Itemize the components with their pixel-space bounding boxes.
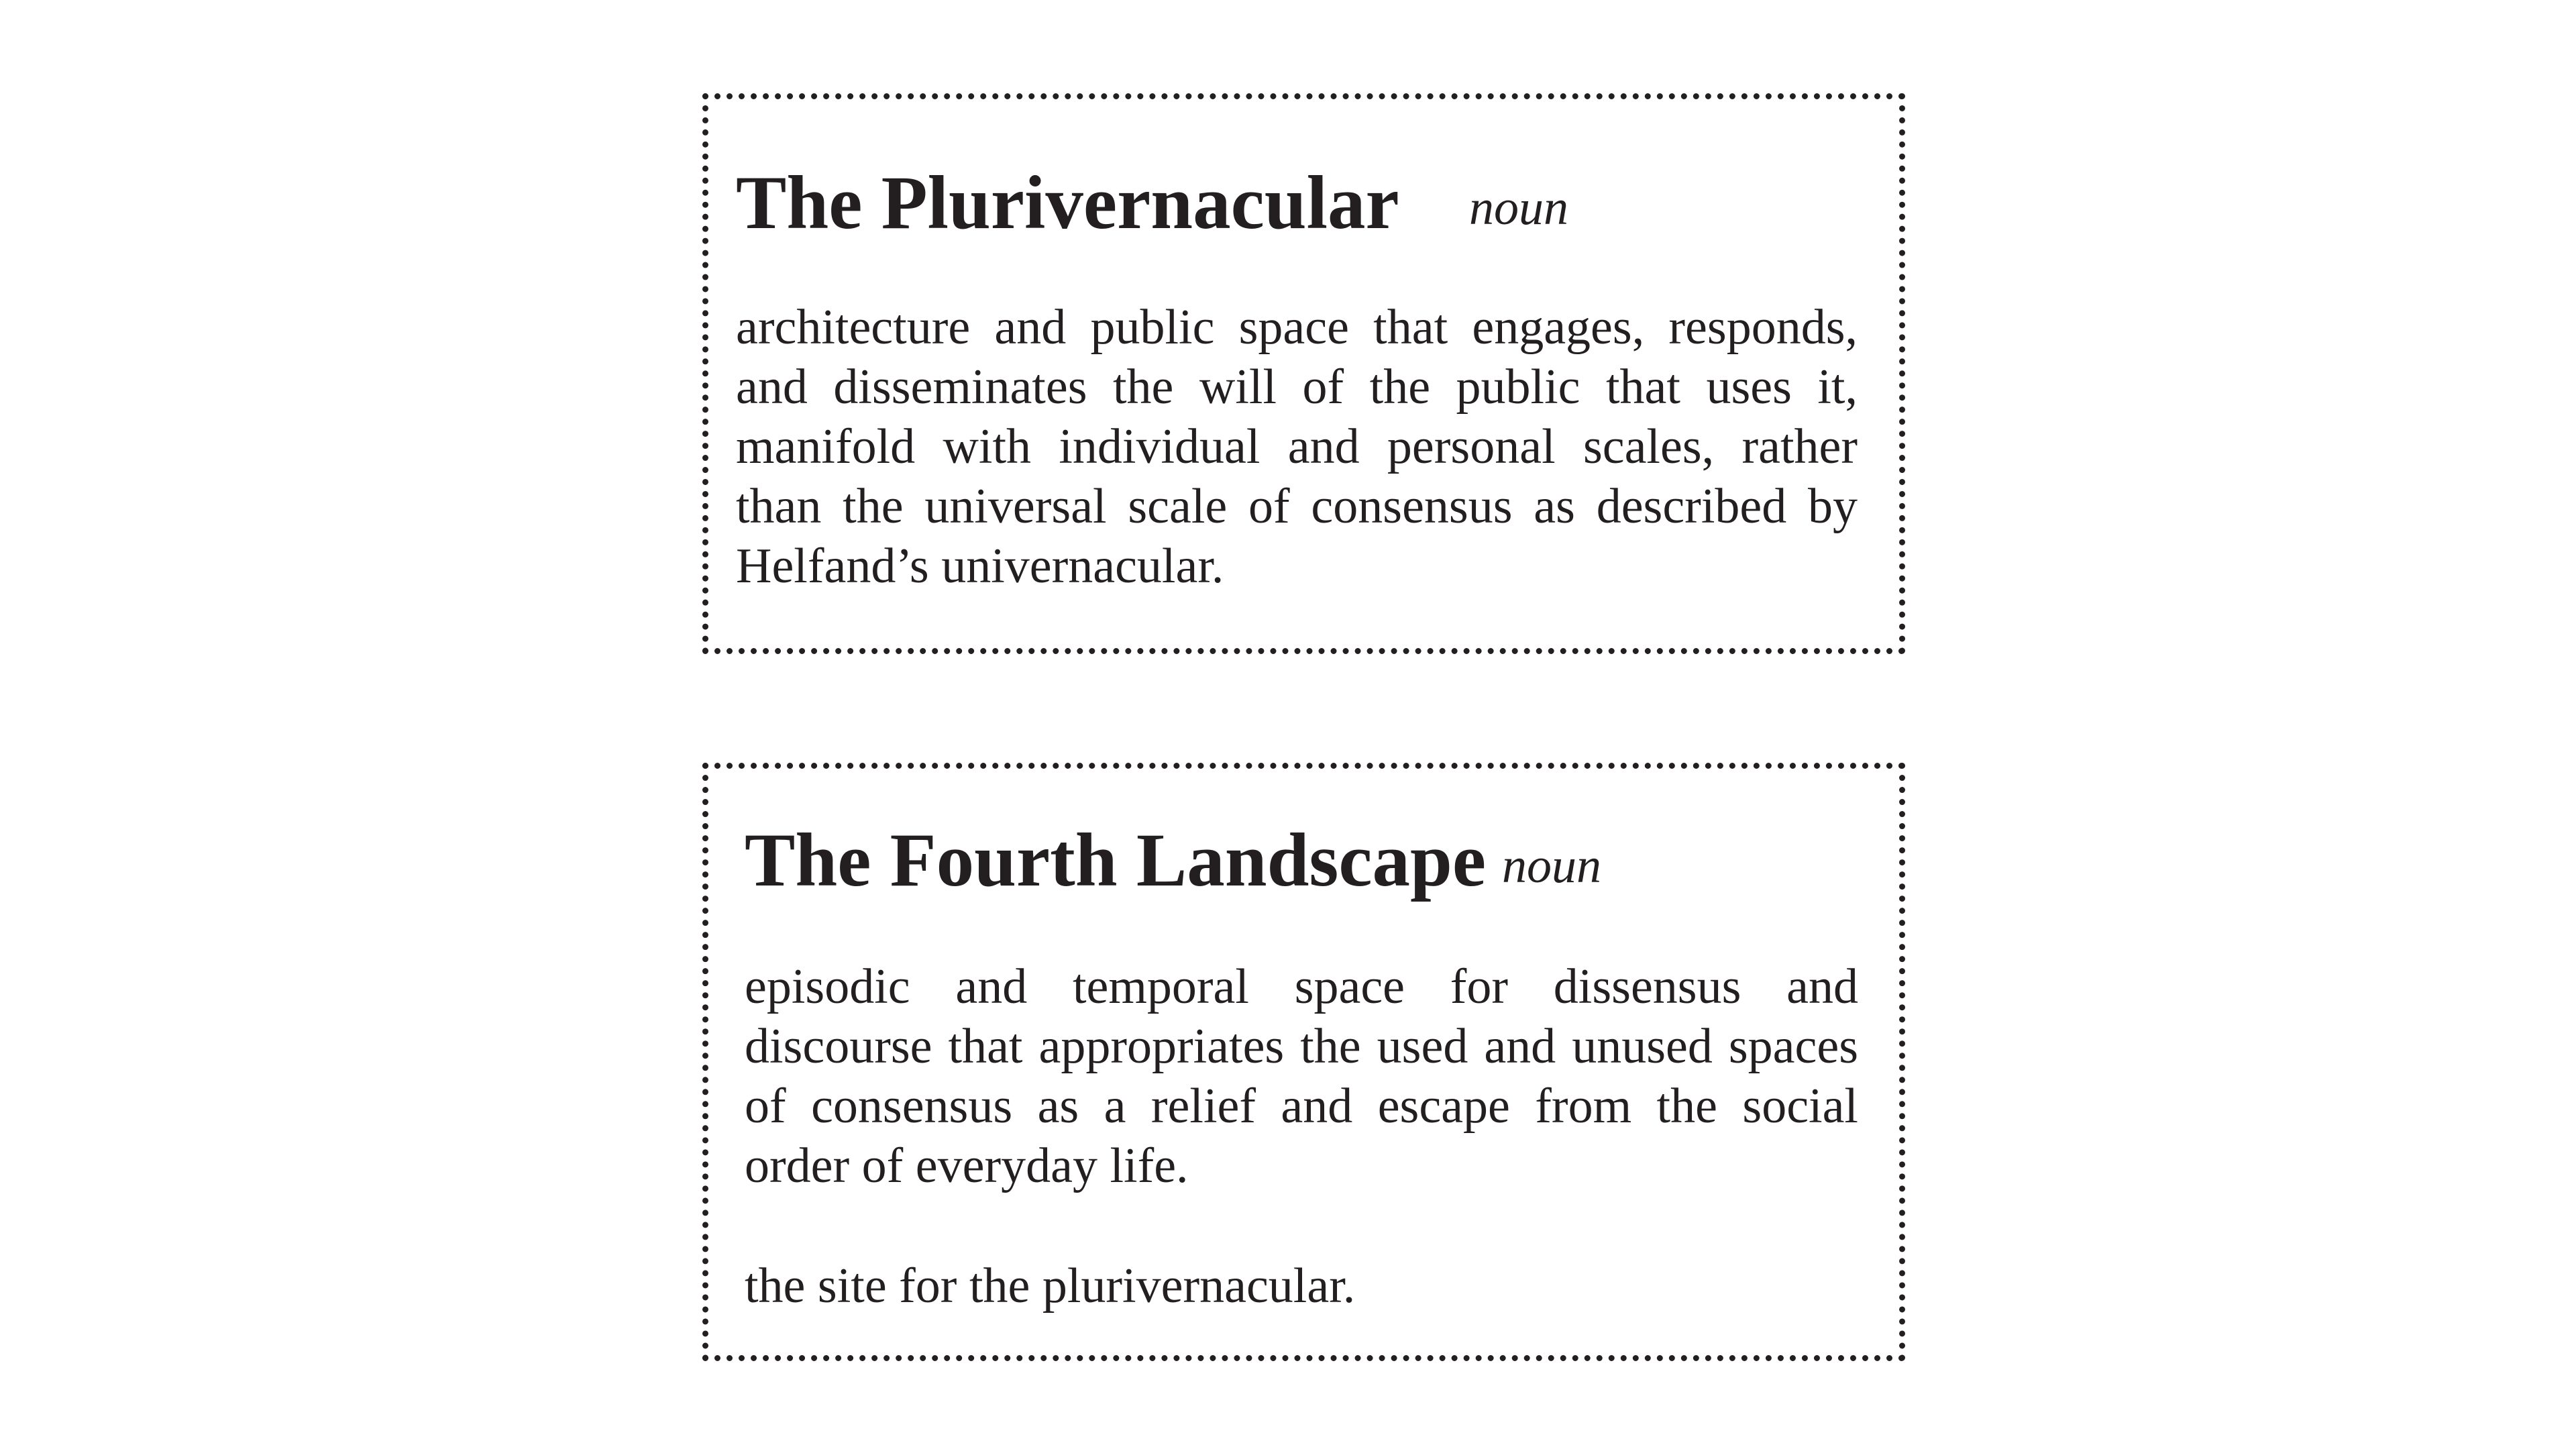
definition-text: architecture and public space that engages, responds, and disseminates the will of the public that uses it, manifold with individual and personal scales, rather than the universal scale of consensus as described by Helfand’s univernacular. xyxy=(736,300,1858,594)
part-of-speech-label: noun xyxy=(1469,180,1568,235)
definition-card-plurivernacular xyxy=(702,93,1905,654)
part-of-speech-label: noun xyxy=(1502,839,1601,894)
definition-card-fourth-landscape xyxy=(702,763,1905,1361)
term-heading: The Plurivernacular xyxy=(736,161,1399,245)
definition-text: episodic and temporal space for dissensus and discourse that appropriates the used and unused spaces of consensus as a relief and escape from the social order of everyday life. xyxy=(745,959,1858,1193)
definition-text-secondary: the site for the plurivernacular. xyxy=(745,1258,1356,1313)
term-heading: The Fourth Landscape xyxy=(745,818,1487,902)
